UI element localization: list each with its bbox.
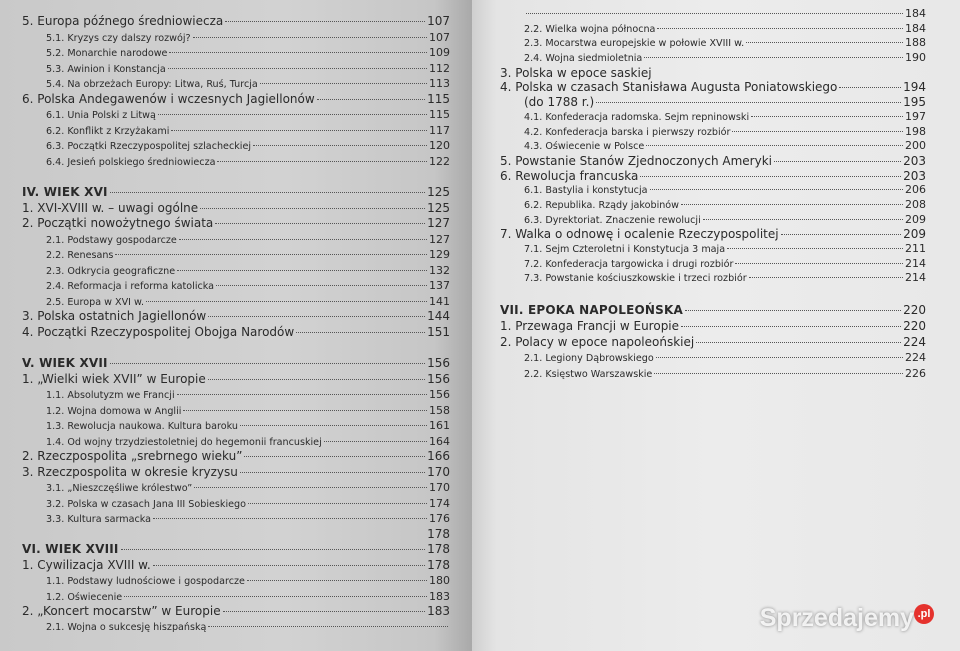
dot-leader [746, 42, 903, 43]
toc-subsection-entry [22, 387, 450, 403]
toc-section-entry [22, 604, 450, 620]
dot-leader [296, 332, 425, 333]
toc-section-entry [22, 216, 450, 232]
page-number: 127 [427, 216, 450, 230]
entry-title: 3.1. „Nieszczęśliwe królestwo” [46, 483, 193, 494]
toc-subsection-entry [500, 242, 926, 257]
dot-leader [324, 441, 427, 442]
page-number: 224 [903, 335, 926, 350]
entry-title: 1.1. Podstawy ludnościowe i gospodarcze [46, 576, 245, 587]
entry-title: 2.1. Wojna o sukcesję hiszpańską [46, 621, 207, 633]
page-number: 220 [903, 303, 926, 318]
dot-leader [168, 68, 427, 69]
entry-title: 2.1. Podstawy gospodarcze [46, 234, 177, 246]
dot-leader [244, 456, 425, 457]
toc-section-entry [500, 154, 926, 169]
toc-section-entry [22, 92, 450, 108]
dot-leader [657, 28, 903, 29]
page-number: 132 [429, 263, 450, 277]
toc-section-entry [22, 527, 450, 543]
toc-subsection-entry [22, 45, 450, 61]
toc-section-entry [22, 449, 450, 465]
entry-title: 6.1. Unia Polski z Litwą [46, 110, 156, 121]
toc-subsection-entry [500, 198, 926, 213]
toc-subsection-entry [22, 30, 450, 46]
page-number: 156 [429, 388, 450, 401]
dot-leader [146, 301, 427, 302]
page-number: 125 [427, 185, 450, 199]
dot-leader [681, 204, 903, 205]
toc-subsection-entry [500, 257, 926, 272]
page-number: 209 [903, 227, 926, 242]
dot-leader [208, 316, 425, 317]
toc-subsection-entry [500, 7, 926, 22]
entry-title: V. WIEK XVII [22, 356, 108, 370]
dot-leader [223, 611, 426, 612]
dot-leader [183, 410, 427, 411]
page-number: 107 [427, 14, 450, 28]
page-number: 214 [905, 271, 926, 285]
page-number: 195 [903, 95, 926, 110]
page-number: 188 [905, 36, 926, 50]
toc-subsection-entry [500, 271, 926, 286]
dot-leader [248, 503, 427, 504]
toc-subsection-entry [500, 213, 926, 228]
dot-leader [650, 189, 904, 190]
entry-title: 1.2. Wojna domowa w Anglii [46, 405, 182, 417]
dot-leader [217, 161, 427, 162]
section-gap [22, 340, 450, 356]
entry-title: 5.4. Na obrzeżach Europy: Litwa, Ruś, Turcja [46, 79, 258, 90]
page-number: 151 [427, 324, 450, 339]
page-number: 156 [427, 356, 450, 370]
page-number: 137 [429, 279, 450, 292]
page-number: 211 [905, 242, 926, 255]
page-number: 183 [429, 589, 450, 603]
entry-title: 6. Rewolucja francuska [500, 168, 639, 183]
toc-section-entry [500, 95, 926, 110]
page-number: 125 [427, 200, 450, 215]
entry-title: 3. Polska w epoce saskiej [500, 65, 652, 80]
dot-leader [774, 161, 901, 162]
toc-subsection-entry [22, 61, 450, 77]
page-number: 129 [429, 248, 450, 261]
page-number: 113 [429, 77, 450, 90]
toc-section-entry [22, 201, 450, 217]
entry-title: 2.1. Legiony Dąbrowskiego [524, 353, 654, 365]
entry-title: 2.5. Europa w XVI w. [46, 296, 145, 308]
toc-subsection-entry [22, 76, 450, 92]
toc-section-entry [500, 318, 926, 334]
page-number: 127 [429, 232, 450, 246]
dot-leader [253, 145, 427, 146]
entry-title: 3.2. Polska w czasach Jana III Sobieskiego [46, 498, 246, 510]
page-number: 184 [905, 21, 926, 35]
toc-subsection-entry [22, 573, 450, 589]
entry-title: 3.3. Kultura sarmacka [46, 514, 152, 525]
entry-title: 1. Przewaga Francji w Europie [500, 319, 680, 334]
toc-subsection-entry [22, 263, 450, 279]
toc-subsection-entry [22, 123, 450, 139]
dot-leader [208, 626, 448, 627]
page-number: 141 [429, 294, 450, 308]
toc-subsection-entry [22, 589, 450, 605]
dot-leader [751, 116, 903, 117]
page-number: 115 [429, 108, 450, 121]
page-number: 184 [905, 7, 926, 20]
dot-leader [247, 580, 427, 581]
dot-leader [681, 326, 901, 327]
toc-subsection-entry [500, 139, 926, 154]
toc-subsection-entry [500, 366, 926, 382]
dot-leader [685, 310, 901, 311]
page-number: 156 [427, 371, 450, 386]
dot-leader [596, 102, 901, 103]
toc-section-entry [22, 309, 450, 325]
dot-leader [171, 130, 427, 131]
toc-section-entry [22, 14, 450, 30]
toc-chapter-entry [500, 302, 926, 318]
toc-subsection-entry [22, 107, 450, 123]
entry-title: 7.1. Sejm Czteroletni i Konstytucja 3 maja [524, 244, 726, 255]
page-number: 194 [903, 80, 926, 95]
toc-subsection-entry [500, 183, 926, 198]
entry-title: 2.4. Reformacja i reforma katolicka [46, 281, 215, 292]
entry-title: 4.3. Oświecenie w Polsce [524, 141, 645, 153]
dot-leader [644, 57, 903, 58]
dot-leader [200, 208, 425, 209]
entry-title: 5.2. Monarchie narodowe [46, 48, 168, 59]
page-number: 209 [905, 212, 926, 226]
entry-title: 3. Polska ostatnich Jagiellonów [22, 309, 207, 323]
entry-title: 1.4. Od wojny trzydziestoletniej do hegemonii francuskiej [46, 436, 322, 448]
page-number: 224 [905, 351, 926, 365]
toc-section-entry [22, 372, 450, 388]
entry-title: 4.2. Konfederacja barska i pierwszy rozbiór [524, 126, 731, 138]
entry-title: 6.2. Republika. Rządy jakobinów [524, 199, 680, 211]
entry-title: 7.2. Konfederacja targowicka i drugi rozbiór [524, 258, 734, 270]
entry-title: 4. Polska w czasach Stanisława Augusta Poniatowskiego [500, 80, 838, 95]
entry-title: IV. WIEK XVI [22, 185, 108, 199]
toc-subsection-entry [22, 434, 450, 450]
entry-title: 1.1. Absolutyzm we Francji [46, 390, 175, 401]
toc-subsection-entry [500, 125, 926, 140]
dot-leader [240, 425, 427, 426]
dot-leader [177, 394, 427, 395]
dot-leader [110, 363, 425, 364]
dot-leader [193, 37, 427, 38]
toc-subsection-entry [22, 403, 450, 419]
entry-title: (do 1788 r.) [524, 95, 595, 110]
dot-leader [225, 21, 425, 22]
toc-subsection-entry [500, 350, 926, 366]
dot-leader [260, 83, 427, 84]
entry-title: 2.2. Wielka wojna północna [524, 23, 656, 35]
page-number: 122 [429, 154, 450, 168]
page-number: 178 [427, 557, 450, 572]
toc-subsection-entry [500, 36, 926, 51]
dot-leader [153, 518, 427, 519]
toc-subsection-entry [500, 51, 926, 66]
dot-leader [703, 219, 903, 220]
dot-leader [781, 234, 901, 235]
page-number: 178 [427, 526, 450, 541]
dot-leader [158, 114, 427, 115]
toc-subsection-entry [22, 247, 450, 263]
toc-section-entry [22, 558, 450, 574]
dot-leader [526, 13, 903, 14]
toc-section-entry [22, 325, 450, 341]
entry-title: 5.3. Awinion i Konstancja [46, 63, 166, 75]
page-number: 226 [905, 367, 926, 381]
entry-title: VI. WIEK XVIII [22, 542, 119, 556]
dot-leader [208, 379, 425, 380]
page-number: 170 [427, 464, 450, 479]
page-number: 206 [905, 183, 926, 197]
toc-subsection-entry [22, 511, 450, 527]
entry-title: 1. XVI-XVIII w. – uwagi ogólne [22, 200, 199, 215]
entry-title: 2.2. Księstwo Warszawskie [524, 369, 653, 381]
toc-chapter-entry [22, 185, 450, 201]
entry-title: 6. Polska Andegawenów i wczesnych Jagiellonów [22, 91, 315, 106]
entry-title: 6.3. Dyrektoriat. Znaczenie rewolucji [524, 214, 701, 226]
watermark-logo: Sprzedajemy .pl [760, 604, 934, 633]
section-gap [22, 169, 450, 185]
entry-title: 4.1. Konfederacja radomska. Sejm repninowski [524, 111, 750, 123]
dot-leader [240, 472, 425, 473]
page-number: 220 [903, 319, 926, 334]
dot-leader [640, 176, 901, 177]
toc-list-left [22, 14, 450, 635]
entry-title: 7.3. Powstanie kościuszkowskie i trzeci rozbiór [524, 273, 747, 285]
dot-leader [317, 99, 425, 100]
page-number: 180 [429, 574, 450, 587]
entry-title: 2. Początki nowożytnego świata [22, 216, 214, 230]
page-number: 158 [429, 403, 450, 417]
toc-subsection-entry [22, 496, 450, 512]
dot-leader [749, 277, 903, 278]
toc-subsection-entry [22, 620, 450, 636]
entry-title: 6.1. Bastylia i konstytucja [524, 185, 648, 197]
dot-leader [110, 192, 425, 193]
dot-leader [656, 357, 903, 358]
entry-title: VII. EPOKA NAPOLEOŃSKA [500, 303, 683, 318]
dot-leader [727, 248, 903, 249]
toc-section-entry [22, 465, 450, 481]
dot-leader [194, 487, 427, 488]
page-number: 164 [429, 434, 450, 448]
toc-chapter-entry [22, 542, 450, 558]
page-number: 115 [427, 91, 450, 106]
dot-leader [696, 342, 901, 343]
dot-leader [215, 223, 425, 224]
entry-title: 6.2. Konflikt z Krzyżakami [46, 125, 170, 137]
toc-list-right [500, 7, 926, 382]
page-number: 183 [427, 604, 450, 618]
entry-title: 1.3. Rewolucja naukowa. Kultura baroku [46, 421, 238, 432]
entry-title: 7. Walka o odnowę i ocalenie Rzeczypospolitej [500, 227, 779, 242]
section-gap [500, 286, 926, 302]
dot-leader [169, 52, 427, 53]
page-number: 117 [429, 123, 450, 137]
entry-title: 4. Początki Rzeczypospolitej Obojga Narodów [22, 324, 295, 339]
page-number: 203 [903, 153, 926, 168]
page-number: 198 [905, 124, 926, 138]
page-number: 197 [905, 109, 926, 123]
entry-title: 2. Rzeczpospolita „srebrnego wieku” [22, 449, 243, 463]
dot-leader [839, 87, 901, 88]
dot-leader [115, 254, 427, 255]
entry-title: 3. Rzeczpospolita w okresie kryzysu [22, 464, 238, 479]
entry-title: 5. Europa późnego średniowiecza [22, 14, 224, 28]
toc-subsection-entry [500, 110, 926, 125]
entry-title: 2. Polacy w epoce napoleońskiej [500, 335, 695, 350]
right-page [472, 0, 960, 651]
entry-title: 2.2. Renesans [46, 250, 114, 261]
toc-subsection-entry [22, 154, 450, 170]
entry-title: 6.4. Jesień polskiego średniowiecza [46, 156, 216, 168]
page-number: 176 [429, 512, 450, 525]
page-number: 190 [905, 51, 926, 65]
page-number: 161 [429, 419, 450, 432]
page-number: 170 [429, 481, 450, 494]
entry-title: 1. „Wielki wiek XVII” w Europie [22, 371, 206, 386]
entry-title: 1. Cywilizacja XVIII w. [22, 557, 151, 572]
page-number: 200 [905, 139, 926, 153]
entry-title: 6.3. Początki Rzeczypospolitej szlacheckiej [46, 141, 252, 152]
toc-subsection-entry [22, 232, 450, 248]
page-number: 109 [429, 46, 450, 59]
dot-leader [654, 373, 903, 374]
entry-title: 5.1. Kryzys czy dalszy rozwój? [46, 32, 191, 44]
page-number: 178 [427, 542, 450, 556]
page-number: 203 [903, 168, 926, 183]
toc-subsection-entry [22, 294, 450, 310]
toc-subsection-entry [22, 418, 450, 434]
entry-title: 2. „Koncert mocarstw” w Europie [22, 604, 221, 618]
dot-leader [646, 145, 903, 146]
toc-section-entry [500, 227, 926, 242]
dot-leader [735, 263, 903, 264]
dot-leader [179, 239, 427, 240]
toc-chapter-entry [22, 356, 450, 372]
dot-leader [216, 285, 427, 286]
page-number: 107 [429, 30, 450, 44]
dot-leader [124, 596, 427, 597]
entry-title: 5. Powstanie Stanów Zjednoczonych Ameryki [500, 153, 772, 168]
page-number: 166 [427, 449, 450, 463]
dot-leader [153, 565, 425, 566]
toc-section-entry [500, 80, 926, 95]
page-number: 174 [429, 496, 450, 510]
page-number: 112 [429, 61, 450, 75]
left-page [0, 0, 472, 651]
entry-title: 2.3. Mocarstwa europejskie w połowie XVIII w. [524, 38, 745, 50]
page-number: 144 [427, 309, 450, 323]
toc-section-entry [500, 334, 926, 350]
entry-title: 2.3. Odkrycia geograficzne [46, 265, 176, 277]
entry-title: 1.2. Oświecenie [46, 591, 123, 603]
toc-subsection-entry [500, 22, 926, 37]
toc-subsection-entry [22, 138, 450, 154]
toc-section-entry [500, 66, 926, 81]
dot-leader [732, 131, 903, 132]
toc-subsection-entry [22, 480, 450, 496]
page-number: 214 [905, 256, 926, 270]
dot-leader [121, 549, 425, 550]
toc-subsection-entry [22, 278, 450, 294]
entry-title: 2.4. Wojna siedmioletnia [524, 53, 643, 65]
toc-section-entry [500, 169, 926, 184]
page-number: 120 [429, 139, 450, 152]
dot-leader [177, 270, 427, 271]
page-number: 208 [905, 197, 926, 211]
